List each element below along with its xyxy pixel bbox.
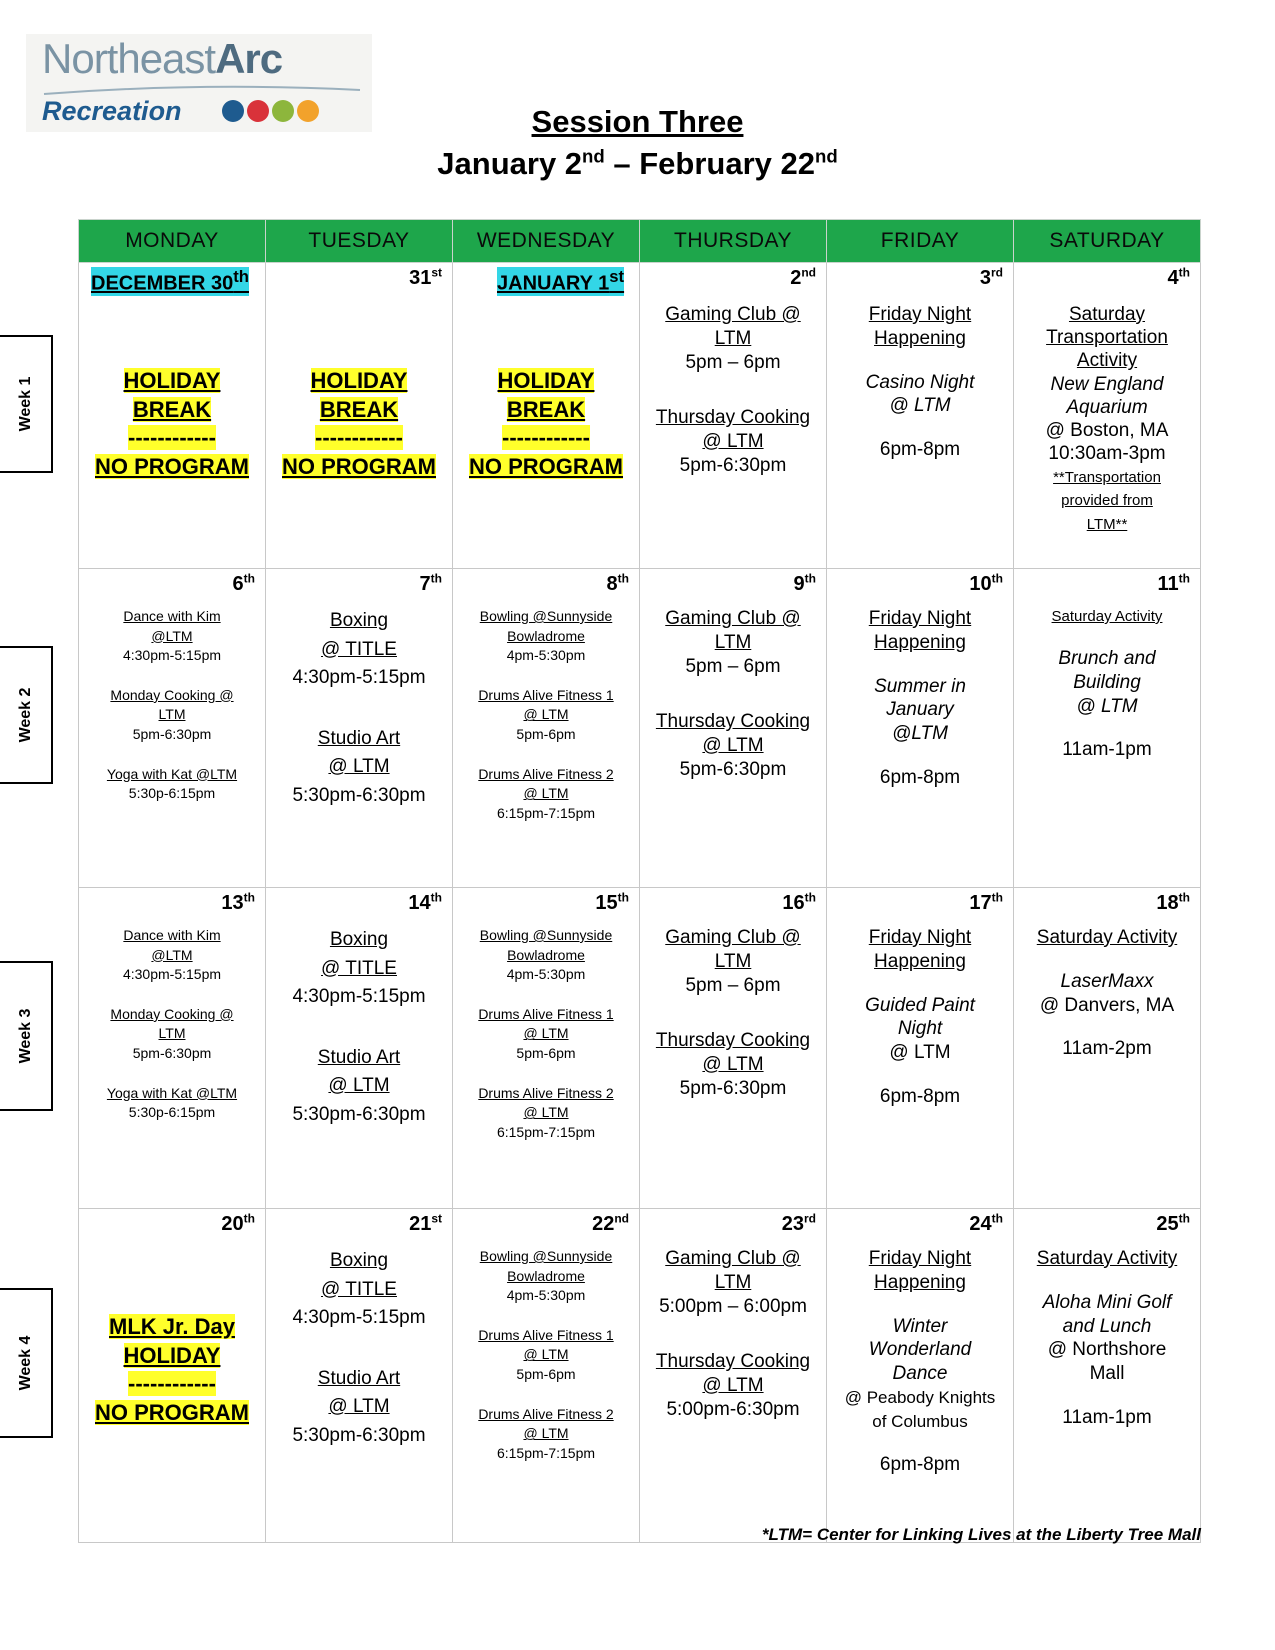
day-cell: [827, 569, 1014, 888]
day-number: 31st: [409, 265, 442, 289]
ltm-footnote: *LTM= Center for Linking Lives at the Liberty Tree Mall: [761, 1525, 1201, 1544]
day-cell: [453, 263, 640, 569]
activity-list: Boxing @ TITLE 4:30pm-5:15pm Studio Art @ LTM 5:30pm-6:30pm: [292, 610, 426, 806]
activity-list: Friday Night Happening Summer in January @LTM 6pm-8pm: [868, 608, 972, 788]
header-thursday: THURSDAY: [640, 220, 827, 263]
activity-list: Gaming Club @ LTM 5pm – 6pm Thursday Cooking @ LTM 5pm-6:30pm: [655, 927, 811, 1099]
day-number: 21st: [409, 1211, 442, 1235]
day-number: 17th: [969, 890, 1003, 914]
day-number: 20th: [221, 1211, 255, 1235]
header-saturday: SATURDAY: [1014, 220, 1201, 263]
day-cell: [453, 888, 640, 1209]
day-cell: [1014, 1209, 1201, 1543]
week-row-4: [79, 1209, 1201, 1543]
day-cell: [266, 1209, 453, 1543]
day-cell: [827, 1209, 1014, 1543]
day-cell: [827, 263, 1014, 569]
logo-wordmark: NortheastArc: [42, 35, 283, 82]
day-number: JANUARY 1st: [497, 267, 625, 295]
day-cell: [1014, 263, 1201, 569]
weekday-header-row: [79, 220, 1201, 263]
page-title: Session Three: [531, 104, 744, 139]
day-number: DECEMBER 30th: [91, 267, 249, 295]
day-cell: [640, 263, 827, 569]
activity-list: Boxing @ TITLE 4:30pm-5:15pm Studio Art @ LTM 5:30pm-6:30pm: [292, 1250, 426, 1446]
day-number: 10th: [969, 571, 1003, 595]
day-cell: [79, 1209, 266, 1543]
day-cell: [1014, 888, 1201, 1209]
day-number: 15th: [595, 890, 629, 914]
holiday-notice: HOLIDAY BREAK ------------ NO PROGRAM: [282, 368, 436, 479]
header-friday: FRIDAY: [827, 220, 1014, 263]
day-number: 22nd: [592, 1211, 629, 1235]
activity-list: Bowling @Sunnyside Bowladrome 4pm-5:30pm Drums Alive Fitness 1 @ LTM 5pm-6pm Drums Alive Fitness 2 @ LTM 6:15pm-7:15pm: [478, 608, 614, 821]
activity-list: Gaming Club @ LTM 5:00pm – 6:00pm Thursday Cooking @ LTM 5:00pm-6:30pm: [655, 1248, 811, 1420]
day-cell: [640, 888, 827, 1209]
day-number: 3rd: [979, 265, 1003, 289]
day-number: 6th: [232, 571, 255, 595]
day-number: 25th: [1156, 1211, 1190, 1235]
week-label-4: Week 4: [0, 1288, 53, 1438]
day-cell: [1014, 569, 1201, 888]
day-cell: [266, 263, 453, 569]
week-label-3: Week 3: [0, 961, 53, 1111]
activity-list: Saturday Transportation Activity New England Aquarium @ Boston, MA 10:30am-3pm **Transportation provided from LTM**: [1045, 304, 1169, 533]
day-cell: [640, 1209, 827, 1543]
holiday-notice: MLK Jr. Day HOLIDAY ------------ NO PROGRAM: [95, 1314, 249, 1425]
day-cell: [79, 888, 266, 1209]
week-label-2: Week 2: [0, 646, 53, 784]
activity-list: Dance with Kim @LTM 4:30pm-5:15pm Monday Cooking @ LTM 5pm-6:30pm Yoga with Kat @LTM 5:30p-6:15pm: [106, 927, 238, 1121]
session-dates: January 2nd – February 22nd: [437, 145, 838, 181]
calendar-table: [78, 219, 1201, 1543]
activity-list: Friday Night Happening Guided Paint Night @ LTM 6pm-8pm: [865, 927, 975, 1107]
day-number: 11th: [1157, 571, 1190, 595]
activity-list: Friday Night Happening Winter Wonderland Dance @ Peabody Knights of Columbus 6pm-8pm: [844, 1248, 996, 1476]
day-cell: [640, 569, 827, 888]
logo-recreation: Recreation: [42, 96, 182, 126]
day-cell: [453, 569, 640, 888]
week-row-3: [79, 888, 1201, 1209]
day-number: 2nd: [790, 265, 816, 289]
day-number: 16th: [782, 890, 816, 914]
activity-list: Gaming Club @ LTM 5pm – 6pm Thursday Cooking @ LTM 5pm-6:30pm: [655, 608, 811, 780]
day-number: 8th: [606, 571, 629, 595]
day-cell: [266, 888, 453, 1209]
holiday-notice: HOLIDAY BREAK ------------ NO PROGRAM: [469, 368, 623, 479]
activity-list: Saturday Activity Aloha Mini Golf and Lunch @ Northshore Mall 11am-1pm: [1036, 1248, 1178, 1428]
header-wednesday: WEDNESDAY: [453, 220, 640, 263]
day-number: 18th: [1156, 890, 1190, 914]
activity-list: Gaming Club @ LTM 5pm – 6pm Thursday Cooking @ LTM 5pm-6:30pm: [655, 304, 811, 476]
day-number: 13th: [221, 890, 255, 914]
header-monday: MONDAY: [79, 220, 266, 263]
day-number: 24th: [969, 1211, 1003, 1235]
day-cell: [79, 569, 266, 888]
week-row-1: [79, 263, 1201, 569]
day-number: 14th: [408, 890, 442, 914]
activity-list: Saturday Activity Brunch and Building @ LTM 11am-1pm: [1051, 608, 1163, 761]
header-tuesday: TUESDAY: [266, 220, 453, 263]
day-cell: [79, 263, 266, 569]
day-cell: [266, 569, 453, 888]
holiday-notice: HOLIDAY BREAK ------------ NO PROGRAM: [95, 368, 249, 479]
activity-list: Boxing @ TITLE 4:30pm-5:15pm Studio Art @ LTM 5:30pm-6:30pm: [292, 929, 426, 1125]
week-label-1: Week 1: [0, 335, 53, 473]
day-number: 9th: [793, 571, 816, 595]
activity-list: Dance with Kim @LTM 4:30pm-5:15pm Monday Cooking @ LTM 5pm-6:30pm Yoga with Kat @LTM 5:30p-6:15pm: [106, 608, 238, 802]
day-cell: [453, 1209, 640, 1543]
day-cell: [827, 888, 1014, 1209]
week-row-2: [79, 569, 1201, 888]
day-number: 23rd: [781, 1211, 816, 1235]
activity-list: Bowling @Sunnyside Bowladrome 4pm-5:30pm Drums Alive Fitness 1 @ LTM 5pm-6pm Drums Alive Fitness 2 @ LTM 6:15pm-7:15pm: [478, 927, 614, 1140]
activity-list: Bowling @Sunnyside Bowladrome 4pm-5:30pm Drums Alive Fitness 1 @ LTM 5pm-6pm Drums Alive Fitness 2 @ LTM 6:15pm-7:15pm: [478, 1248, 614, 1461]
day-number: 4th: [1167, 265, 1190, 289]
activity-list: Saturday Activity LaserMaxx @ Danvers, MA 11am-2pm: [1036, 927, 1178, 1060]
day-number: 7th: [419, 571, 442, 595]
activity-list: Friday Night Happening Casino Night @ LTM 6pm-8pm: [865, 304, 975, 460]
